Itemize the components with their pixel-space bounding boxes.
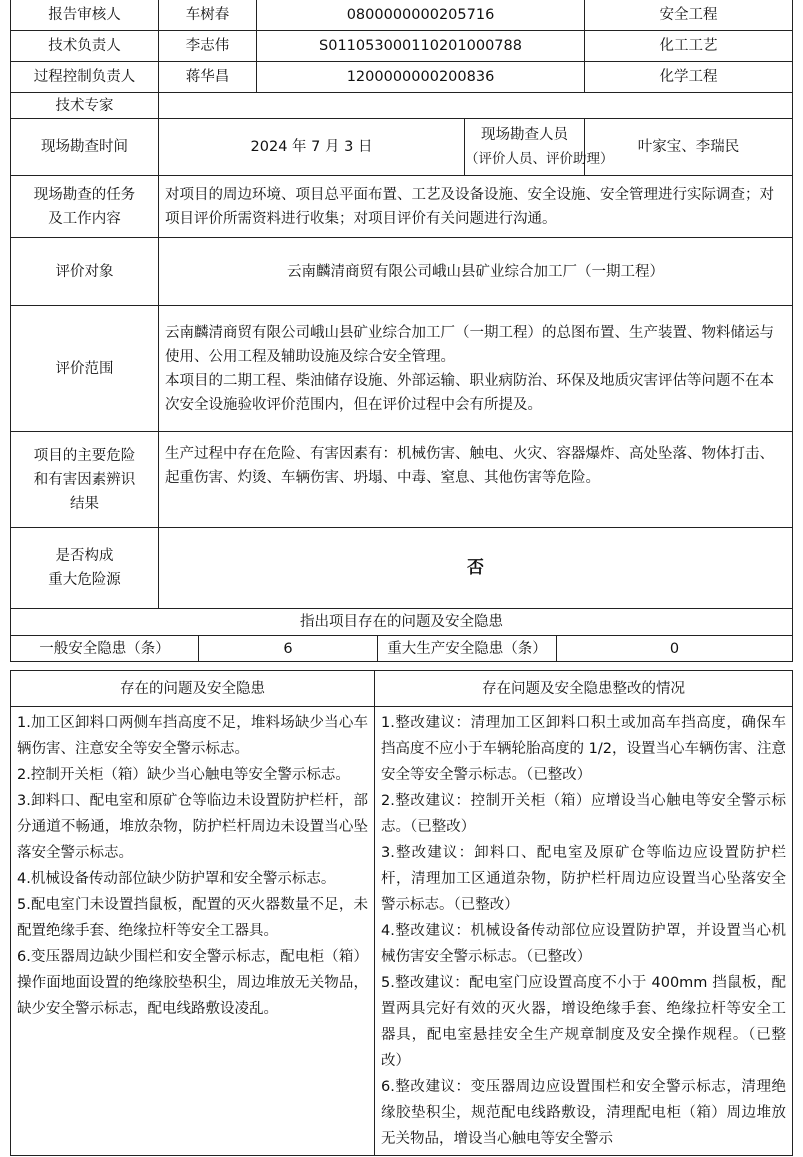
major-hazard-label [11, 528, 159, 609]
object-row [11, 238, 793, 306]
hazard-label-line2: 和有害因素辨识 [33, 471, 136, 488]
staff-name: 蒋华昌 [159, 62, 257, 93]
staff-row [11, 62, 793, 93]
scope-para-2: 本项目的二期工程、柴油储存设施、外部运输、职业病防治、环保及地质灾害评估等问题不在本次安全设施验收评价范围内，但在评价过程中会有所提及。 [165, 372, 774, 413]
task-row [11, 176, 793, 238]
staff-row [11, 31, 793, 62]
problem-item: 3.卸料口、配电室和原矿仓等临边未设置防护栏杆，部分通道不畅通，堆放杂物，防护栏杆周边未设置当心坠落安全警示标志。 [17, 793, 368, 861]
major-hazard-value: 否 [159, 528, 793, 609]
scope-content [159, 306, 793, 432]
major-hazard-row [11, 528, 793, 609]
scope-label: 评价范围 [11, 306, 159, 432]
task-label [11, 176, 159, 238]
expert-label: 技术专家 [11, 93, 159, 119]
scope-row [11, 306, 793, 432]
staff-cert: 1200000000200836 [257, 62, 585, 93]
task-label-line2: 及工作内容 [48, 210, 121, 227]
general-hazard-label: 一般安全隐患（条） [11, 636, 199, 662]
hazard-row [11, 432, 793, 528]
survey-people-label [465, 119, 614, 176]
problem-item: 1.加工区卸料口两侧车挡高度不足，堆料场缺少当心车辆伤害、注意安全等安全警示标志。 [17, 715, 368, 757]
expert-value [159, 93, 793, 119]
expert-row [11, 93, 793, 119]
survey-row [11, 119, 793, 176]
problem-item: 5.配电室门未设置挡鼠板，配置的灭火器数量不足，未配置绝缘手套、绝缘拉杆等安全工器具。 [17, 897, 368, 939]
hazard-label-line1: 项目的主要危险 [33, 447, 136, 464]
major-hazard-count-label: 重大生产安全隐患（条） [378, 636, 557, 662]
rectification-header: 存在问题及安全隐患整改的情况 [375, 671, 793, 707]
general-hazard-count: 6 [199, 636, 378, 662]
hazard-label [11, 432, 159, 528]
evaluation-info-table [10, 0, 793, 609]
staff-row [11, 0, 793, 31]
issue-summary-table [10, 608, 793, 662]
issues-title: 指出项目存在的问题及安全隐患 [11, 609, 793, 636]
rectification-list [375, 707, 793, 1156]
rectification-item: 6.整改建议：变压器周边应设置围栏和安全警示标志，清理绝缘胶垫积尘，规范配电线路敷设，清理配电柜（箱）周边堆放无关物品，增设当心触电等安全警示 [381, 1079, 786, 1147]
problem-item: 6.变压器周边缺少围栏和安全警示标志，配电柜（箱）操作面地面设置的绝缘胶垫积尘，周边堆放无关物品，缺少安全警示标志，配电线路敷设凌乱。 [17, 949, 368, 1017]
hazard-content: 生产过程中存在危险、有害因素有：机械伤害、触电、火灾、容器爆炸、高处坠落、物体打击、起重伤害、灼烫、车辆伤害、坍塌、中毒、窒息、其他伤害等危险。 [159, 432, 793, 528]
issues-table [10, 670, 793, 1156]
rectification-item: 4.整改建议：机械设备传动部位应设置防护罩，并设置当心机械伤害安全警示标志。（已整改） [381, 923, 786, 965]
staff-major: 化工工艺 [585, 31, 793, 62]
major-hazard-label-line2: 重大危险源 [48, 572, 121, 588]
staff-role: 过程控制负责人 [11, 62, 159, 93]
staff-major: 安全工程 [585, 0, 793, 31]
task-content: 对项目的周边环境、项目总平面布置、工艺及设备设施、安全设施、安全管理进行实际调查；对项目评价所需资料进行收集；对项目评价有关问题进行沟通。 [159, 176, 793, 238]
problems-header: 存在的问题及安全隐患 [11, 671, 375, 707]
hazard-label-line3: 结果 [70, 495, 99, 512]
staff-cert: 0800000000205716 [257, 0, 585, 31]
major-hazard-count: 0 [557, 636, 793, 662]
staff-name: 车树春 [159, 0, 257, 31]
survey-time-label: 现场勘查时间 [11, 119, 159, 176]
rectification-item: 5.整改建议：配电室门应设置高度不小于 400mm 挡鼠板，配置两具完好有效的灭火器，增设绝缘手套、绝缘拉杆等安全工器具，配电室悬挂安全生产规章制度及安全操作规程。（已整改） [381, 975, 786, 1069]
survey-people-label-line2: （评价人员、评价助理） [465, 151, 614, 167]
rectification-item: 3.整改建议：卸料口、配电室及原矿仓等临边应设置防护栏杆，清理加工区通道杂物，防护栏杆周边应设置当心坠落安全警示标志。（已整改） [381, 845, 786, 913]
problems-list [11, 707, 375, 1156]
survey-people-label-line1: 现场勘查人员 [481, 127, 568, 143]
rectification-item: 1.整改建议：清理加工区卸料口积土或加高车挡高度，确保车挡高度不应小于车辆轮胎高度的 1/2，设置当心车辆伤害、注意安全等安全警示标志。（已整改） [381, 715, 786, 783]
problem-item: 4.机械设备传动部位缺少防护罩和安全警示标志。 [17, 871, 336, 887]
staff-role: 报告审核人 [11, 0, 159, 31]
rectification-item: 2.整改建议：控制开关柜（箱）应增设当心触电等安全警示标志。（已整改） [381, 793, 786, 835]
major-hazard-label-line1: 是否构成 [55, 548, 114, 564]
survey-people-value: 叶家宝、李瑞民 [585, 119, 793, 176]
staff-role: 技术负责人 [11, 31, 159, 62]
staff-major: 化学工程 [585, 62, 793, 93]
problem-item: 2.控制开关柜（箱）缺少当心触电等安全警示标志。 [17, 767, 350, 783]
scope-para-1: 云南麟清商贸有限公司峨山县矿业综合加工厂（一期工程）的总图布置、生产装置、物料储运与使用、公用工程及辅助设施及综合安全管理。 [165, 324, 774, 365]
object-label: 评价对象 [11, 238, 159, 306]
staff-cert: S011053000110201000788 [257, 31, 585, 62]
object-value: 云南麟清商贸有限公司峨山县矿业综合加工厂（一期工程） [159, 238, 793, 306]
staff-name: 李志伟 [159, 31, 257, 62]
task-label-line1: 现场勘查的任务 [33, 186, 136, 203]
survey-time-value: 2024 年 7 月 3 日 [159, 119, 465, 176]
